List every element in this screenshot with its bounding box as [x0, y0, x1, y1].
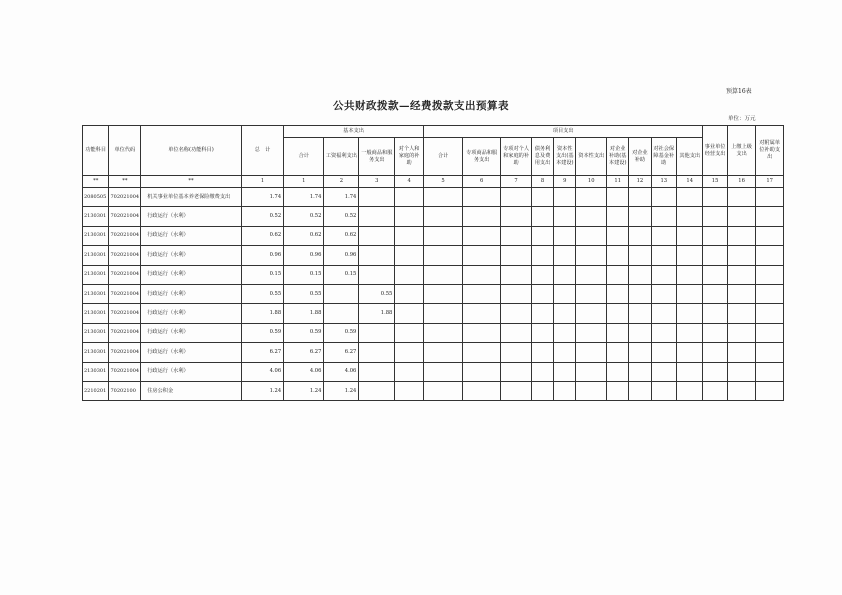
empty-cell — [576, 381, 607, 400]
table-row — [83, 323, 784, 342]
unit-code-cell: 702021004 — [109, 246, 141, 265]
empty-cell — [676, 284, 702, 303]
empty-cell — [651, 343, 676, 362]
goods-cell — [359, 207, 395, 226]
basic-total-cell: 0.96 — [284, 246, 324, 265]
table-row — [83, 381, 784, 400]
header-unit-code: 单位代码 — [109, 126, 141, 176]
header-basic-0: 合计 — [284, 138, 324, 176]
empty-cell — [463, 323, 501, 342]
empty-cell — [703, 323, 727, 342]
func-code-cell: 2130301 — [83, 284, 109, 303]
form-number: 预算16表 — [726, 88, 752, 95]
empty-cell — [727, 362, 756, 381]
empty-cell — [395, 265, 424, 284]
header-func-code: 功能科目 — [83, 126, 109, 176]
empty-cell — [756, 381, 784, 400]
header-project-group: 项目支出 — [423, 126, 703, 138]
empty-cell — [651, 207, 676, 226]
index-cell: 6 — [463, 176, 501, 188]
empty-cell — [531, 226, 553, 245]
wage-cell: 1.24 — [324, 381, 359, 400]
table-row — [83, 188, 784, 207]
empty-cell — [423, 246, 462, 265]
empty-cell — [463, 246, 501, 265]
empty-cell — [395, 381, 424, 400]
goods-cell — [359, 362, 395, 381]
unit-label: 单位：万元 — [728, 116, 756, 122]
empty-cell — [423, 304, 462, 323]
empty-cell — [554, 304, 576, 323]
empty-cell — [703, 226, 727, 245]
unit-code-cell: 702021004 — [109, 226, 141, 245]
table-row — [83, 284, 784, 303]
empty-cell — [629, 246, 651, 265]
goods-cell — [359, 188, 395, 207]
header-project-9: 其他支出 — [676, 138, 702, 176]
empty-cell — [501, 362, 532, 381]
index-cell: 12 — [629, 176, 651, 188]
empty-cell — [651, 246, 676, 265]
index-cell: 14 — [676, 176, 702, 188]
empty-cell — [727, 246, 756, 265]
empty-cell — [651, 284, 676, 303]
wage-cell: 0.15 — [324, 265, 359, 284]
empty-cell — [629, 362, 651, 381]
empty-cell — [607, 343, 629, 362]
empty-cell — [629, 265, 651, 284]
empty-cell — [554, 381, 576, 400]
empty-cell — [395, 284, 424, 303]
empty-cell — [676, 188, 702, 207]
empty-cell — [501, 381, 532, 400]
empty-cell — [531, 362, 553, 381]
total-cell: 1.74 — [241, 188, 283, 207]
total-cell: 0.52 — [241, 207, 283, 226]
empty-cell — [463, 343, 501, 362]
empty-cell — [676, 362, 702, 381]
wage-cell: 0.59 — [324, 323, 359, 342]
basic-total-cell: 0.59 — [284, 323, 324, 342]
empty-cell — [531, 265, 553, 284]
wage-cell: 6.27 — [324, 343, 359, 362]
empty-cell — [607, 284, 629, 303]
empty-cell — [423, 226, 462, 245]
wage-cell: 0.96 — [324, 246, 359, 265]
goods-cell — [359, 265, 395, 284]
empty-cell — [676, 323, 702, 342]
empty-cell — [703, 284, 727, 303]
index-cell: ** — [83, 176, 109, 188]
empty-cell — [727, 265, 756, 284]
empty-cell — [554, 246, 576, 265]
header-basic-group: 基本支出 — [284, 126, 424, 138]
unit-code-cell: 70202100 — [109, 381, 141, 400]
empty-cell — [531, 246, 553, 265]
empty-cell — [727, 304, 756, 323]
wage-cell: 4.06 — [324, 362, 359, 381]
empty-cell — [531, 284, 553, 303]
basic-total-cell: 6.27 — [284, 343, 324, 362]
func-code-cell: 2080505 — [83, 188, 109, 207]
empty-cell — [703, 265, 727, 284]
empty-cell — [531, 188, 553, 207]
header-project-4: 资本性支出(基本建设) — [554, 138, 576, 176]
empty-cell — [756, 246, 784, 265]
empty-cell — [756, 343, 784, 362]
table-row — [83, 265, 784, 284]
index-cell: 11 — [607, 176, 629, 188]
empty-cell — [395, 207, 424, 226]
empty-cell — [607, 381, 629, 400]
header-project-0: 合计 — [423, 138, 462, 176]
empty-cell — [756, 207, 784, 226]
empty-cell — [423, 265, 462, 284]
empty-cell — [576, 362, 607, 381]
table-row — [83, 207, 784, 226]
empty-cell — [395, 343, 424, 362]
empty-cell — [423, 381, 462, 400]
header-tail-1: 上缴上级支出 — [727, 126, 756, 176]
index-cell: 7 — [501, 176, 532, 188]
goods-cell — [359, 323, 395, 342]
unit-code-cell: 702021004 — [109, 207, 141, 226]
unit-code-cell: 702021004 — [109, 323, 141, 342]
header-basic-3: 对个人和家庭的补助 — [395, 138, 424, 176]
func-code-cell: 2130301 — [83, 207, 109, 226]
total-cell: 4.06 — [241, 362, 283, 381]
wage-cell — [324, 304, 359, 323]
unit-name-cell: 住房公积金 — [141, 381, 242, 400]
empty-cell — [501, 265, 532, 284]
empty-cell — [727, 343, 756, 362]
index-cell: 15 — [703, 176, 727, 188]
empty-cell — [501, 304, 532, 323]
total-cell: 0.59 — [241, 323, 283, 342]
func-code-cell: 2130301 — [83, 323, 109, 342]
empty-cell — [576, 323, 607, 342]
empty-cell — [501, 246, 532, 265]
empty-cell — [629, 226, 651, 245]
index-cell: 13 — [651, 176, 676, 188]
empty-cell — [423, 207, 462, 226]
empty-cell — [676, 207, 702, 226]
header-tail-0: 事业单位经营支出 — [703, 126, 727, 176]
empty-cell — [727, 226, 756, 245]
unit-name-cell: 行政运行（水利） — [141, 246, 242, 265]
header-basic-1: 工资福利支出 — [324, 138, 359, 176]
budget-table — [82, 125, 784, 401]
index-cell: 10 — [576, 176, 607, 188]
empty-cell — [531, 323, 553, 342]
wage-cell — [324, 284, 359, 303]
empty-cell — [576, 304, 607, 323]
func-code-cell: 2130301 — [83, 343, 109, 362]
unit-name-cell: 行政运行（水利） — [141, 323, 242, 342]
wage-cell: 0.52 — [324, 207, 359, 226]
basic-total-cell: 0.15 — [284, 265, 324, 284]
func-code-cell: 2210201 — [83, 381, 109, 400]
empty-cell — [629, 207, 651, 226]
basic-total-cell: 1.24 — [284, 381, 324, 400]
empty-cell — [554, 343, 576, 362]
empty-cell — [395, 246, 424, 265]
empty-cell — [607, 265, 629, 284]
header-row-group — [83, 126, 784, 138]
empty-cell — [554, 188, 576, 207]
index-cell: ** — [109, 176, 141, 188]
table-row — [83, 343, 784, 362]
total-cell: 0.62 — [241, 226, 283, 245]
empty-cell — [395, 323, 424, 342]
header-project-6: 对企业补助(基本建设) — [607, 138, 629, 176]
wage-cell: 1.74 — [324, 188, 359, 207]
empty-cell — [629, 381, 651, 400]
unit-name-cell: 行政运行（水利） — [141, 207, 242, 226]
empty-cell — [756, 265, 784, 284]
empty-cell — [576, 226, 607, 245]
empty-cell — [576, 188, 607, 207]
empty-cell — [423, 362, 462, 381]
empty-cell — [703, 246, 727, 265]
total-cell: 0.15 — [241, 265, 283, 284]
header-project-3: 债务利息及费用支出 — [531, 138, 553, 176]
func-code-cell: 2130301 — [83, 226, 109, 245]
unit-code-cell: 702021004 — [109, 188, 141, 207]
header-project-1: 专项商品和服务支出 — [463, 138, 501, 176]
empty-cell — [501, 343, 532, 362]
empty-cell — [554, 323, 576, 342]
empty-cell — [651, 362, 676, 381]
empty-cell — [756, 188, 784, 207]
empty-cell — [756, 284, 784, 303]
basic-total-cell: 0.62 — [284, 226, 324, 245]
func-code-cell: 2130301 — [83, 265, 109, 284]
unit-name-cell: 行政运行（水利） — [141, 362, 242, 381]
empty-cell — [576, 207, 607, 226]
table-title: 公共财政拨款—经费拨款支出预算表 — [333, 100, 509, 112]
empty-cell — [629, 323, 651, 342]
index-cell: 9 — [554, 176, 576, 188]
unit-name-cell: 行政运行（水利） — [141, 284, 242, 303]
unit-code-cell: 702021004 — [109, 265, 141, 284]
empty-cell — [531, 207, 553, 226]
empty-cell — [554, 265, 576, 284]
empty-cell — [395, 362, 424, 381]
empty-cell — [607, 323, 629, 342]
empty-cell — [395, 304, 424, 323]
func-code-cell: 2130301 — [83, 304, 109, 323]
empty-cell — [676, 381, 702, 400]
empty-cell — [629, 343, 651, 362]
empty-cell — [629, 284, 651, 303]
empty-cell — [703, 304, 727, 323]
empty-cell — [651, 381, 676, 400]
empty-cell — [423, 343, 462, 362]
basic-total-cell: 1.74 — [284, 188, 324, 207]
index-row — [83, 176, 784, 188]
header-project-8: 对社会保障基金补助 — [651, 138, 676, 176]
empty-cell — [651, 226, 676, 245]
header-basic-2: 一般商品和服务支出 — [359, 138, 395, 176]
goods-cell: 0.55 — [359, 284, 395, 303]
empty-cell — [676, 226, 702, 245]
empty-cell — [676, 343, 702, 362]
index-cell: 1 — [284, 176, 324, 188]
header-total: 总 计 — [241, 126, 283, 176]
empty-cell — [629, 304, 651, 323]
empty-cell — [607, 362, 629, 381]
func-code-cell: 2130301 — [83, 362, 109, 381]
empty-cell — [676, 246, 702, 265]
unit-name-cell: 行政运行（水利） — [141, 343, 242, 362]
index-cell: 2 — [324, 176, 359, 188]
unit-code-cell: 702021004 — [109, 362, 141, 381]
empty-cell — [651, 304, 676, 323]
unit-name-cell: 行政运行（水利） — [141, 265, 242, 284]
empty-cell — [576, 246, 607, 265]
empty-cell — [501, 207, 532, 226]
index-cell: 4 — [395, 176, 424, 188]
empty-cell — [703, 343, 727, 362]
unit-name-cell: 机关事业单位基本养老保险缴费支出 — [141, 188, 242, 207]
empty-cell — [676, 265, 702, 284]
empty-cell — [607, 207, 629, 226]
empty-cell — [554, 207, 576, 226]
total-cell: 1.88 — [241, 304, 283, 323]
unit-code-cell: 702021004 — [109, 284, 141, 303]
empty-cell — [395, 188, 424, 207]
empty-cell — [727, 188, 756, 207]
basic-total-cell: 0.52 — [284, 207, 324, 226]
empty-cell — [463, 265, 501, 284]
empty-cell — [576, 284, 607, 303]
empty-cell — [727, 284, 756, 303]
empty-cell — [607, 304, 629, 323]
empty-cell — [423, 284, 462, 303]
empty-cell — [531, 304, 553, 323]
table-row — [83, 246, 784, 265]
index-cell: 5 — [423, 176, 462, 188]
empty-cell — [501, 188, 532, 207]
index-cell: 8 — [531, 176, 553, 188]
index-cell: 1 — [241, 176, 283, 188]
empty-cell — [501, 226, 532, 245]
total-cell: 0.55 — [241, 284, 283, 303]
empty-cell — [463, 381, 501, 400]
basic-total-cell: 1.88 — [284, 304, 324, 323]
goods-cell — [359, 381, 395, 400]
empty-cell — [463, 362, 501, 381]
empty-cell — [463, 304, 501, 323]
unit-code-cell: 702021004 — [109, 343, 141, 362]
goods-cell — [359, 343, 395, 362]
goods-cell — [359, 226, 395, 245]
empty-cell — [531, 343, 553, 362]
empty-cell — [423, 188, 462, 207]
empty-cell — [651, 323, 676, 342]
empty-cell — [651, 265, 676, 284]
empty-cell — [501, 323, 532, 342]
unit-code-cell: 702021004 — [109, 304, 141, 323]
unit-name-cell: 行政运行（水利） — [141, 304, 242, 323]
empty-cell — [423, 323, 462, 342]
empty-cell — [463, 207, 501, 226]
empty-cell — [756, 226, 784, 245]
index-cell: 17 — [756, 176, 784, 188]
goods-cell: 1.88 — [359, 304, 395, 323]
empty-cell — [607, 188, 629, 207]
total-cell: 1.24 — [241, 381, 283, 400]
empty-cell — [756, 304, 784, 323]
empty-cell — [676, 304, 702, 323]
empty-cell — [756, 362, 784, 381]
empty-cell — [703, 381, 727, 400]
empty-cell — [463, 188, 501, 207]
unit-name-cell: 行政运行（水利） — [141, 226, 242, 245]
empty-cell — [501, 284, 532, 303]
empty-cell — [463, 226, 501, 245]
basic-total-cell: 0.55 — [284, 284, 324, 303]
empty-cell — [576, 265, 607, 284]
goods-cell — [359, 246, 395, 265]
index-cell: ** — [141, 176, 242, 188]
empty-cell — [576, 343, 607, 362]
empty-cell — [463, 284, 501, 303]
total-cell: 6.27 — [241, 343, 283, 362]
empty-cell — [554, 284, 576, 303]
empty-cell — [629, 188, 651, 207]
empty-cell — [727, 381, 756, 400]
header-tail-2: 对附属单位补助支出 — [756, 126, 784, 176]
empty-cell — [554, 226, 576, 245]
empty-cell — [554, 362, 576, 381]
basic-total-cell: 4.06 — [284, 362, 324, 381]
header-project-7: 对企业补助 — [629, 138, 651, 176]
empty-cell — [531, 381, 553, 400]
empty-cell — [703, 362, 727, 381]
table-row — [83, 362, 784, 381]
empty-cell — [703, 207, 727, 226]
empty-cell — [395, 226, 424, 245]
index-cell: 16 — [727, 176, 756, 188]
total-cell: 0.96 — [241, 246, 283, 265]
empty-cell — [756, 323, 784, 342]
empty-cell — [607, 226, 629, 245]
table-row — [83, 226, 784, 245]
empty-cell — [703, 188, 727, 207]
empty-cell — [727, 323, 756, 342]
index-cell: 3 — [359, 176, 395, 188]
func-code-cell: 2130301 — [83, 246, 109, 265]
header-project-5: 资本性支出 — [576, 138, 607, 176]
header-unit-name: 单位名称(功能科目) — [141, 126, 242, 176]
table-row — [83, 304, 784, 323]
empty-cell — [607, 246, 629, 265]
empty-cell — [651, 188, 676, 207]
empty-cell — [727, 207, 756, 226]
wage-cell: 0.62 — [324, 226, 359, 245]
header-project-2: 专项对个人和家庭的补助 — [501, 138, 532, 176]
